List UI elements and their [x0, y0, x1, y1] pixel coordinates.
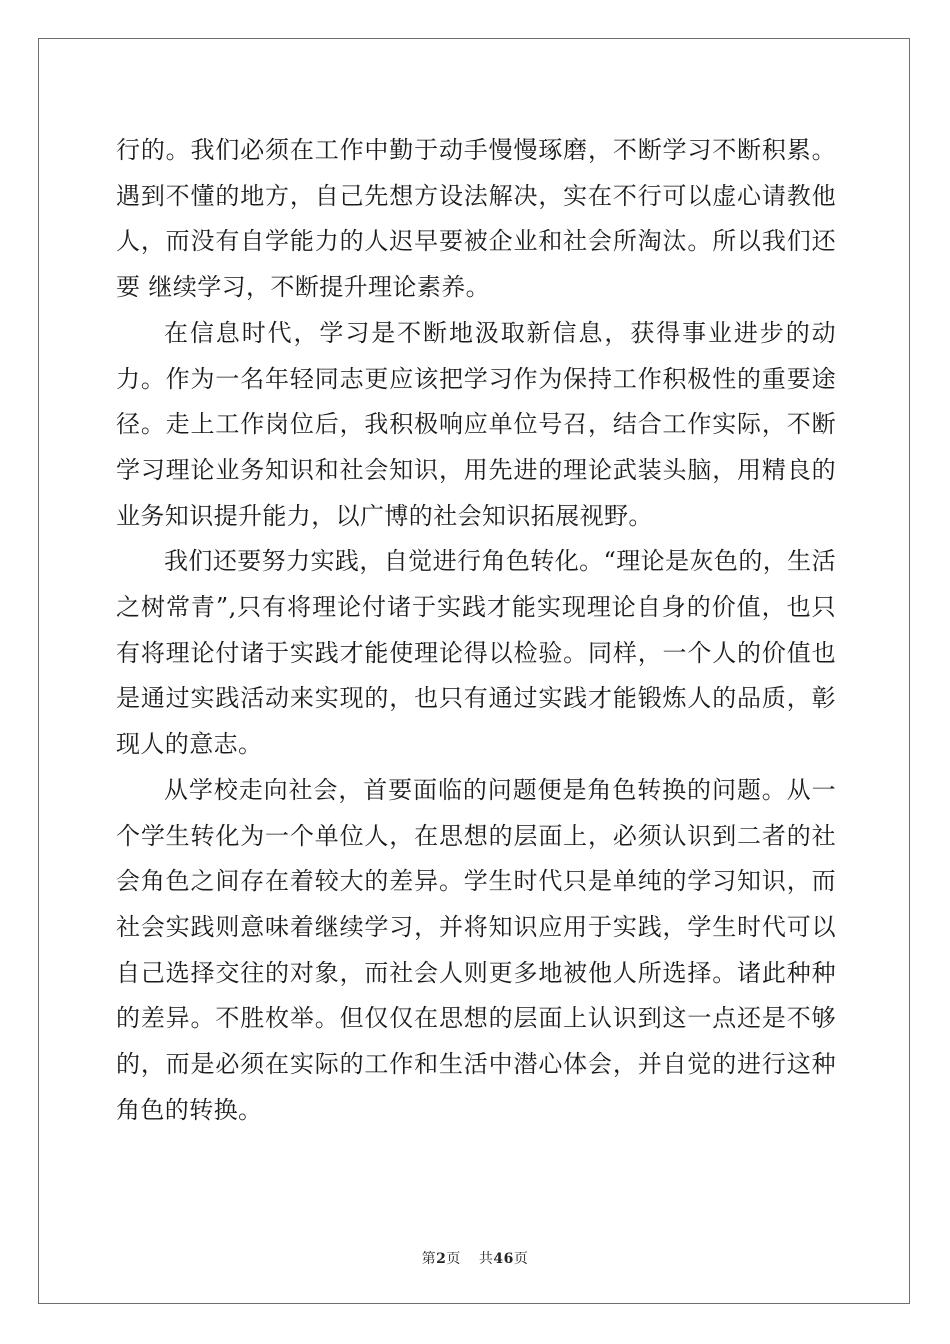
- total-suffix: 页: [513, 1251, 529, 1267]
- page-prefix: 第: [421, 1251, 437, 1267]
- paragraph-3: 我们还要努力实践，自觉进行角色转化。“理论是灰色的，生活之树常青”,只有将理论付诸于实践才能实现理论自身的价值，也只有将理论付诸于实践才能使理论得以检验。同样，一个人的价值也是通过实践活动来实现的，也只有通过实践才能锻炼人的品质，彰现人的意志。: [116, 547, 836, 759]
- page-number: 2: [436, 1251, 447, 1267]
- total-prefix: 共: [478, 1251, 494, 1267]
- document-body: [116, 128, 836, 1133]
- total-pages: 46: [493, 1251, 514, 1267]
- page-footer: [0, 1248, 950, 1268]
- paragraph-1: 行的。我们必须在工作中勤于动手慢慢琢磨，不断学习不断积累。遇到不懂的地方，自己先想方设法解决，实在不行可以虚心请教他人，而没有自学能力的人迟早要被企业和社会所淘汰。所以我们还要 继续学习，不断提升理论素养。: [116, 136, 836, 302]
- paragraph-4: 从学校走向社会，首要面临的问题便是角色转换的问题。从一个学生转化为一个单位人，在思想的层面上，必须认识到二者的社会角色之间存在着较大的差异。学生时代只是单纯的学习知识，而社会实践则意味着继续学习，并将知识应用于实践，学生时代可以自己选择交往的对象，而社会人则更多地被他人所选择。诸此种种的差异。不胜枚举。但仅仅在思想的层面上认识到这一点还是不够的，而是必须在实际的工作和生活中潜心体会，并自觉的进行这种角色的转换。: [116, 775, 836, 1124]
- paragraph-2: 在信息时代，学习是不断地汲取新信息，获得事业进步的动力。作为一名年轻同志更应该把学习作为保持工作积极性的重要途径。走上工作岗位后，我积极响应单位号召，结合工作实际，不断学习理论业务知识和社会知识，用先进的理论武装头脑，用精良的业务知识提升能力，以广博的社会知识拓展视野。: [116, 318, 836, 530]
- page-suffix: 页: [446, 1251, 461, 1267]
